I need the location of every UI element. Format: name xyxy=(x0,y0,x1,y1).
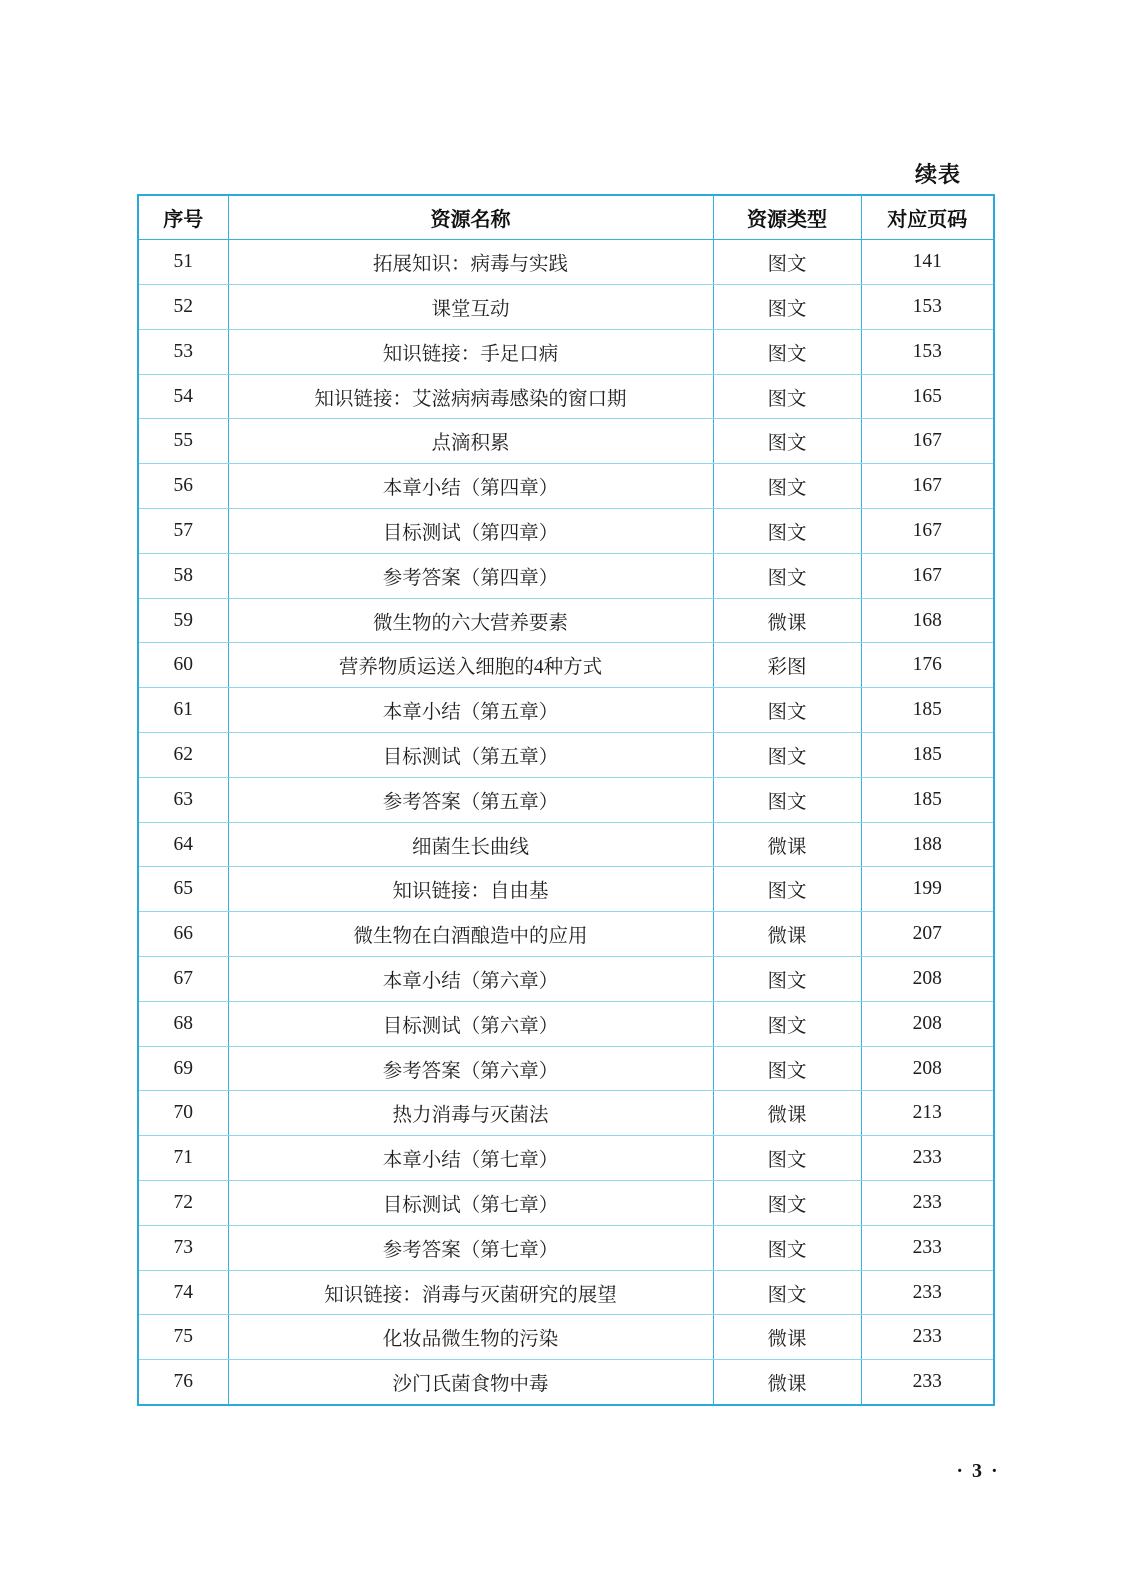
table-row xyxy=(138,822,994,867)
cell-resource-type: 图文 xyxy=(713,1136,861,1181)
cell-serial-number: 52 xyxy=(138,285,228,330)
cell-serial-number: 58 xyxy=(138,553,228,598)
cell-resource-name: 微生物在白酒酿造中的应用 xyxy=(228,912,713,957)
table-row xyxy=(138,419,994,464)
table-header-row xyxy=(138,195,994,240)
table-row xyxy=(138,1091,994,1136)
cell-serial-number: 63 xyxy=(138,777,228,822)
table-row xyxy=(138,509,994,554)
cell-resource-name: 知识链接：自由基 xyxy=(228,867,713,912)
col-header-type: 资源类型 xyxy=(713,195,861,240)
cell-resource-type: 图文 xyxy=(713,285,861,330)
cell-page-ref: 233 xyxy=(861,1315,994,1360)
cell-resource-type: 微课 xyxy=(713,598,861,643)
table-row xyxy=(138,1001,994,1046)
cell-page-ref: 168 xyxy=(861,598,994,643)
cell-resource-name: 细菌生长曲线 xyxy=(228,822,713,867)
cell-resource-type: 微课 xyxy=(713,1360,861,1405)
col-header-page: 对应页码 xyxy=(861,195,994,240)
cell-serial-number: 56 xyxy=(138,464,228,509)
cell-serial-number: 54 xyxy=(138,374,228,419)
col-header-no: 序号 xyxy=(138,195,228,240)
table-row xyxy=(138,1136,994,1181)
cell-page-ref: 185 xyxy=(861,777,994,822)
table-row xyxy=(138,329,994,374)
cell-serial-number: 71 xyxy=(138,1136,228,1181)
cell-page-ref: 153 xyxy=(861,329,994,374)
cell-resource-type: 图文 xyxy=(713,733,861,778)
cell-resource-name: 拓展知识：病毒与实践 xyxy=(228,240,713,285)
table-row xyxy=(138,867,994,912)
cell-resource-type: 图文 xyxy=(713,240,861,285)
cell-resource-type: 图文 xyxy=(713,1225,861,1270)
cell-serial-number: 70 xyxy=(138,1091,228,1136)
cell-resource-name: 课堂互动 xyxy=(228,285,713,330)
cell-page-ref: 199 xyxy=(861,867,994,912)
cell-resource-name: 本章小结（第五章） xyxy=(228,688,713,733)
cell-serial-number: 60 xyxy=(138,643,228,688)
cell-serial-number: 73 xyxy=(138,1225,228,1270)
cell-serial-number: 51 xyxy=(138,240,228,285)
continued-table-label: 续表 xyxy=(915,162,962,187)
cell-page-ref: 167 xyxy=(861,419,994,464)
table-row xyxy=(138,1181,994,1226)
cell-serial-number: 59 xyxy=(138,598,228,643)
cell-resource-type: 图文 xyxy=(713,374,861,419)
cell-serial-number: 57 xyxy=(138,509,228,554)
cell-page-ref: 185 xyxy=(861,688,994,733)
cell-resource-name: 参考答案（第七章） xyxy=(228,1225,713,1270)
col-header-name: 资源名称 xyxy=(228,195,713,240)
cell-serial-number: 55 xyxy=(138,419,228,464)
table-row xyxy=(138,285,994,330)
cell-resource-type: 图文 xyxy=(713,464,861,509)
cell-serial-number: 64 xyxy=(138,822,228,867)
cell-resource-type: 图文 xyxy=(713,777,861,822)
cell-serial-number: 72 xyxy=(138,1181,228,1226)
cell-page-ref: 153 xyxy=(861,285,994,330)
cell-resource-name: 本章小结（第四章） xyxy=(228,464,713,509)
cell-resource-name: 目标测试（第七章） xyxy=(228,1181,713,1226)
cell-resource-type: 图文 xyxy=(713,329,861,374)
cell-resource-name: 参考答案（第六章） xyxy=(228,1046,713,1091)
table-row xyxy=(138,733,994,778)
cell-resource-name: 知识链接：艾滋病病毒感染的窗口期 xyxy=(228,374,713,419)
cell-resource-type: 微课 xyxy=(713,1315,861,1360)
cell-serial-number: 53 xyxy=(138,329,228,374)
cell-resource-type: 图文 xyxy=(713,1046,861,1091)
cell-resource-type: 图文 xyxy=(713,688,861,733)
table-row xyxy=(138,464,994,509)
cell-page-ref: 233 xyxy=(861,1360,994,1405)
table-row xyxy=(138,374,994,419)
table-row xyxy=(138,912,994,957)
cell-resource-type: 图文 xyxy=(713,419,861,464)
cell-serial-number: 65 xyxy=(138,867,228,912)
cell-resource-name: 化妆品微生物的污染 xyxy=(228,1315,713,1360)
cell-resource-name: 本章小结（第七章） xyxy=(228,1136,713,1181)
cell-serial-number: 67 xyxy=(138,957,228,1002)
cell-resource-name: 参考答案（第四章） xyxy=(228,553,713,598)
table-row xyxy=(138,598,994,643)
cell-resource-type: 彩图 xyxy=(713,643,861,688)
cell-resource-name: 目标测试（第五章） xyxy=(228,733,713,778)
cell-serial-number: 74 xyxy=(138,1270,228,1315)
cell-resource-name: 参考答案（第五章） xyxy=(228,777,713,822)
cell-page-ref: 233 xyxy=(861,1181,994,1226)
cell-serial-number: 69 xyxy=(138,1046,228,1091)
table-body xyxy=(138,240,994,1405)
table-row xyxy=(138,1046,994,1091)
cell-resource-type: 图文 xyxy=(713,867,861,912)
table-row xyxy=(138,1315,994,1360)
table-row xyxy=(138,1225,994,1270)
cell-serial-number: 76 xyxy=(138,1360,228,1405)
table-row xyxy=(138,643,994,688)
cell-resource-name: 本章小结（第六章） xyxy=(228,957,713,1002)
cell-resource-name: 知识链接：消毒与灭菌研究的展望 xyxy=(228,1270,713,1315)
cell-serial-number: 66 xyxy=(138,912,228,957)
cell-page-ref: 167 xyxy=(861,553,994,598)
page-number: · 3 · xyxy=(956,1460,1000,1482)
cell-resource-type: 微课 xyxy=(713,822,861,867)
resource-index-table xyxy=(137,194,995,1406)
cell-page-ref: 207 xyxy=(861,912,994,957)
cell-page-ref: 213 xyxy=(861,1091,994,1136)
cell-resource-type: 图文 xyxy=(713,553,861,598)
cell-resource-type: 微课 xyxy=(713,1091,861,1136)
cell-page-ref: 188 xyxy=(861,822,994,867)
table-row xyxy=(138,240,994,285)
cell-resource-name: 沙门氏菌食物中毒 xyxy=(228,1360,713,1405)
cell-resource-name: 热力消毒与灭菌法 xyxy=(228,1091,713,1136)
cell-resource-type: 图文 xyxy=(713,509,861,554)
table-row xyxy=(138,1360,994,1405)
cell-resource-name: 目标测试（第四章） xyxy=(228,509,713,554)
cell-page-ref: 165 xyxy=(861,374,994,419)
cell-serial-number: 75 xyxy=(138,1315,228,1360)
cell-page-ref: 141 xyxy=(861,240,994,285)
cell-page-ref: 167 xyxy=(861,464,994,509)
table-row xyxy=(138,1270,994,1315)
table-row xyxy=(138,688,994,733)
cell-serial-number: 62 xyxy=(138,733,228,778)
cell-resource-name: 微生物的六大营养要素 xyxy=(228,598,713,643)
cell-page-ref: 208 xyxy=(861,1001,994,1046)
cell-resource-type: 图文 xyxy=(713,1001,861,1046)
cell-page-ref: 208 xyxy=(861,957,994,1002)
cell-page-ref: 208 xyxy=(861,1046,994,1091)
cell-resource-name: 营养物质运送入细胞的4种方式 xyxy=(228,643,713,688)
cell-serial-number: 68 xyxy=(138,1001,228,1046)
table-row xyxy=(138,777,994,822)
cell-page-ref: 233 xyxy=(861,1225,994,1270)
cell-page-ref: 233 xyxy=(861,1136,994,1181)
table-row xyxy=(138,553,994,598)
cell-page-ref: 167 xyxy=(861,509,994,554)
table-row xyxy=(138,957,994,1002)
cell-page-ref: 185 xyxy=(861,733,994,778)
cell-resource-name: 知识链接：手足口病 xyxy=(228,329,713,374)
cell-serial-number: 61 xyxy=(138,688,228,733)
cell-resource-type: 图文 xyxy=(713,957,861,1002)
cell-resource-name: 目标测试（第六章） xyxy=(228,1001,713,1046)
cell-page-ref: 176 xyxy=(861,643,994,688)
cell-resource-type: 图文 xyxy=(713,1181,861,1226)
cell-resource-name: 点滴积累 xyxy=(228,419,713,464)
cell-resource-type: 微课 xyxy=(713,912,861,957)
cell-page-ref: 233 xyxy=(861,1270,994,1315)
cell-resource-type: 图文 xyxy=(713,1270,861,1315)
